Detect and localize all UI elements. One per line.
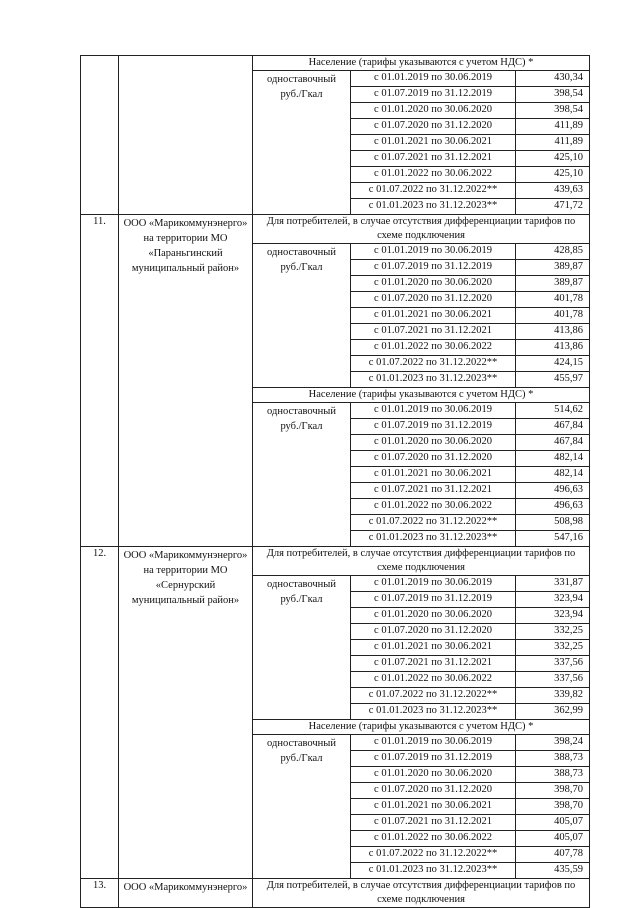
- period-cell: с 01.01.2021 по 30.06.2021: [351, 467, 516, 483]
- tariff-value: 514,62: [516, 403, 590, 419]
- tariff-value: 323,94: [516, 592, 590, 608]
- tariff-value: 482,14: [516, 467, 590, 483]
- tariff-value: 339,82: [516, 688, 590, 704]
- section-header-population: Население (тарифы указываются с учетом НДС) *: [253, 719, 589, 735]
- tariff-value: 388,73: [516, 751, 590, 767]
- tariff-value: 467,84: [516, 435, 590, 451]
- tariff-grid: [253, 71, 589, 214]
- tariff-value: 398,24: [516, 735, 590, 751]
- org-cell: [119, 56, 253, 215]
- unit-cell: одноставочный руб./Гкал: [253, 244, 351, 387]
- tariff-value: 425,10: [516, 167, 590, 183]
- row-number-cell: 13.: [81, 879, 119, 908]
- row-number-cell: 11.: [81, 215, 119, 547]
- period-cell: с 01.07.2019 по 31.12.2019: [351, 260, 516, 276]
- tariff-value: 455,97: [554, 373, 583, 384]
- period-cell: с 01.07.2020 по 31.12.2020: [351, 292, 516, 308]
- tariff-value: 398,54: [516, 103, 590, 119]
- period-cell: с 01.07.2019 по 31.12.2019: [351, 592, 516, 608]
- tariff-value: 323,94: [516, 608, 590, 624]
- tariff-value: 362,99: [554, 705, 583, 716]
- period-cell: с 01.07.2019 по 31.12.2019: [351, 751, 516, 767]
- period-cell: с 01.01.2023 по 31.12.2023**: [351, 199, 516, 215]
- period-cell: с 01.07.2022 по 31.12.2022**: [351, 515, 516, 531]
- period-cell: с 01.07.2020 по 31.12.2020: [351, 783, 516, 799]
- tariff-value: 482,14: [516, 451, 590, 467]
- unit-cell: одноставочный руб./Гкал: [253, 403, 351, 546]
- period-cell: с 01.01.2023 по 31.12.2023**: [351, 863, 516, 879]
- period-cell: с 01.01.2021 по 30.06.2021: [351, 799, 516, 815]
- period-cell: с 01.01.2020 по 30.06.2020: [351, 276, 516, 292]
- tariff-value: 401,78: [516, 292, 590, 308]
- period-cell: с 01.01.2020 по 30.06.2020: [351, 767, 516, 783]
- period-cell: с 01.07.2020 по 31.12.2020: [351, 119, 516, 135]
- unit-cell: одноставочный руб./Гкал: [253, 71, 351, 214]
- period-cell: с 01.07.2022 по 31.12.2022**: [351, 688, 516, 704]
- tariff-grid: [253, 576, 589, 719]
- org-cell: ООО «Марикоммунэнерго» на территории МО «Сернурский муниципальный район»: [119, 547, 253, 879]
- period-cell: с 01.01.2019 по 30.06.2019: [351, 576, 516, 592]
- period-cell: с 01.07.2021 по 31.12.2021: [351, 151, 516, 167]
- tariff-value: 332,25: [516, 640, 590, 656]
- tariff-value: 389,87: [516, 276, 590, 292]
- tariff-value: 337,56: [516, 656, 590, 672]
- section-header-population: Население (тарифы указываются с учетом НДС) *: [253, 56, 589, 71]
- tariff-table: [80, 55, 586, 908]
- period-cell: с 01.07.2020 по 31.12.2020: [351, 451, 516, 467]
- tariff-value: 332,25: [516, 624, 590, 640]
- org-cell: ООО «Марикоммунэнерго» на территории МО «Параньгинский муниципальный район»: [119, 215, 253, 547]
- tariff-value: 471,72: [554, 200, 583, 211]
- tariff-block: [253, 215, 590, 547]
- tariff-value: 398,70: [516, 799, 590, 815]
- tariff-value: 411,89: [516, 135, 590, 151]
- tariff-value: 428,85: [516, 244, 590, 260]
- period-cell: с 01.01.2021 по 30.06.2021: [351, 135, 516, 151]
- period-cell: с 01.01.2020 по 30.06.2020: [351, 435, 516, 451]
- section-header-consumers: Для потребителей, в случае отсутствия дифференциации тарифов по схеме подключения: [266, 880, 576, 905]
- section-header-population: Население (тарифы указываются с учетом НДС) *: [253, 387, 589, 403]
- tariff-grid: [253, 244, 589, 387]
- period-cell: с 01.07.2021 по 31.12.2021: [351, 324, 516, 340]
- tariff-value: 398,70: [516, 783, 590, 799]
- row-number-cell: [81, 56, 119, 215]
- tariff-value: 413,86: [516, 324, 590, 340]
- unit-cell: одноставочный руб./Гкал: [253, 735, 351, 878]
- tariff-value: 337,56: [516, 672, 590, 688]
- tariff-value: 439,63: [516, 183, 590, 199]
- tariff-value: 398,54: [516, 87, 590, 103]
- tariff-value: 435,59: [554, 864, 583, 875]
- period-cell: с 01.01.2019 по 30.06.2019: [351, 735, 516, 751]
- tariff-value: 411,89: [516, 119, 590, 135]
- org-cell: ООО «Марикоммунэнерго»: [119, 879, 253, 908]
- period-cell: с 01.01.2022 по 30.06.2022: [351, 672, 516, 688]
- tariff-value: 405,07: [516, 831, 590, 847]
- tariff-value: 407,78: [516, 847, 590, 863]
- section-header-consumers: Для потребителей, в случае отсутствия дифференциации тарифов по схеме подключения: [253, 547, 589, 576]
- tariff-value: 467,84: [516, 419, 590, 435]
- period-cell: с 01.07.2019 по 31.12.2019: [351, 419, 516, 435]
- section-header-consumers: Для потребителей, в случае отсутствия дифференциации тарифов по схеме подключения: [253, 215, 589, 244]
- period-cell: с 01.07.2021 по 31.12.2021: [351, 815, 516, 831]
- period-cell: с 01.07.2021 по 31.12.2021: [351, 656, 516, 672]
- period-cell: с 01.01.2019 по 30.06.2019: [351, 71, 516, 87]
- tariff-value: 401,78: [516, 308, 590, 324]
- unit-cell: одноставочный руб./Гкал: [253, 576, 351, 719]
- tariff-grid: [253, 735, 589, 878]
- row-number-cell: 12.: [81, 547, 119, 879]
- tariff-value: 424,15: [516, 356, 590, 372]
- period-cell: с 01.01.2023 по 31.12.2023**: [351, 372, 516, 388]
- period-cell: с 01.01.2020 по 30.06.2020: [351, 608, 516, 624]
- tariff-value: 405,07: [516, 815, 590, 831]
- period-cell: с 01.01.2021 по 30.06.2021: [351, 640, 516, 656]
- tariff-value: 425,10: [516, 151, 590, 167]
- period-cell: с 01.07.2019 по 31.12.2019: [351, 87, 516, 103]
- tariff-value: 413,86: [516, 340, 590, 356]
- period-cell: с 01.01.2021 по 30.06.2021: [351, 308, 516, 324]
- tariff-block: [253, 547, 590, 879]
- tariff-value: 389,87: [516, 260, 590, 276]
- tariff-value: 496,63: [516, 483, 590, 499]
- period-cell: с 01.07.2020 по 31.12.2020: [351, 624, 516, 640]
- tariff-grid: [253, 403, 589, 546]
- period-cell: с 01.07.2022 по 31.12.2022**: [351, 183, 516, 199]
- period-cell: с 01.01.2019 по 30.06.2019: [351, 244, 516, 260]
- period-cell: с 01.01.2022 по 30.06.2022: [351, 167, 516, 183]
- period-cell: с 01.01.2019 по 30.06.2019: [351, 403, 516, 419]
- period-cell: с 01.07.2022 по 31.12.2022**: [351, 356, 516, 372]
- period-cell: с 01.01.2022 по 30.06.2022: [351, 340, 516, 356]
- period-cell: с 01.07.2021 по 31.12.2021: [351, 483, 516, 499]
- tariff-value: 388,73: [516, 767, 590, 783]
- tariff-block: [253, 879, 590, 908]
- period-cell: с 01.01.2023 по 31.12.2023**: [351, 704, 516, 720]
- period-cell: с 01.01.2023 по 31.12.2023**: [351, 531, 516, 547]
- tariff-block: [253, 56, 590, 215]
- tariff-value: 547,16: [554, 532, 583, 543]
- tariff-value: 331,87: [516, 576, 590, 592]
- period-cell: с 01.01.2022 по 30.06.2022: [351, 831, 516, 847]
- period-cell: с 01.01.2022 по 30.06.2022: [351, 499, 516, 515]
- period-cell: с 01.01.2020 по 30.06.2020: [351, 103, 516, 119]
- tariff-value: 508,98: [516, 515, 590, 531]
- tariff-value: 496,63: [516, 499, 590, 515]
- period-cell: с 01.07.2022 по 31.12.2022**: [351, 847, 516, 863]
- tariff-value: 430,34: [516, 71, 590, 87]
